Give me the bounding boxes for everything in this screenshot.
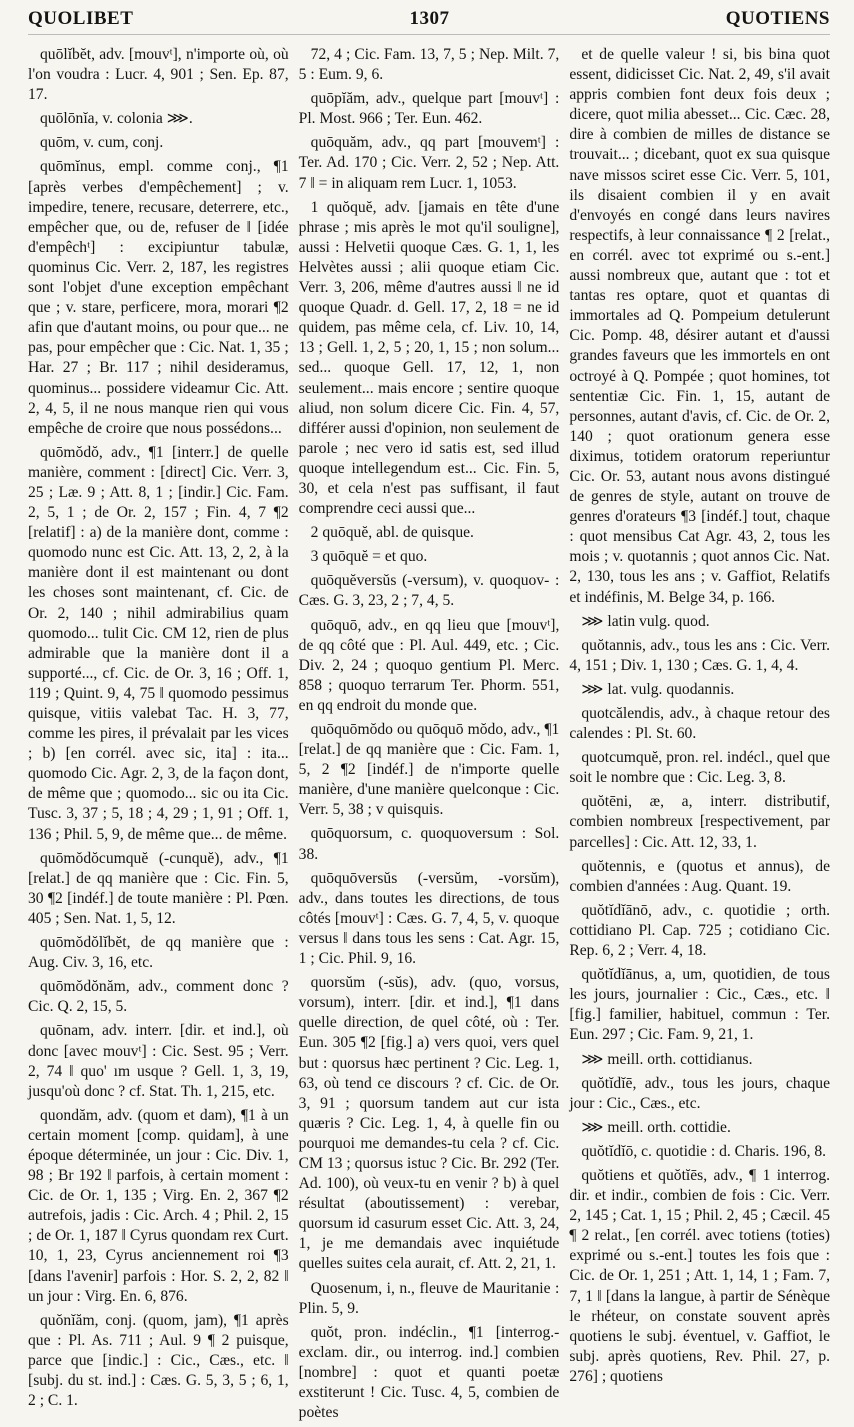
dictionary-entry: quōquōmŏdo ou quōquō mŏdo, adv., ¶1 [relat.] de qq manière que : Cic. Fam. 1, 5, 2 ¶2 [indéf.] de n'importe quelle manière, d'une manière quelconque : Cic. Verr. 5, 38 ; v quisquis.: [298, 721, 560, 819]
dictionary-entry: ⋙ meill. orth. cottidianus.: [581, 1050, 753, 1068]
column-3: [569, 45, 830, 1427]
dictionary-entry: Quosenum, i, n., fleuve de Mauritanie : Plin. 5, 9.: [298, 1279, 560, 1317]
header-right-guide-word: QUOTIENS: [725, 8, 830, 29]
dictionary-entry: quŏtēni, æ, a, interr. distributif, combien nombreux [respectivement, par parcelles] : Cic. Att. 12, 33, 1.: [569, 793, 831, 851]
column-1: [28, 45, 289, 1427]
dictionary-entry: quōquorsum, c. quoquoversum : Sol. 38.: [298, 825, 560, 863]
dictionary-entry: quōmŏdŏlĭbĕt, de qq manière que : Aug. Civ. 3, 16, etc.: [28, 934, 289, 972]
dictionary-entry: quŏt, pron. indéclin., ¶1 [interrog.-exclam. dir., ou interrog. ind.] combien [nombre] : quot et quanti poetæ exstiterunt ! Cic. Tusc. 4, 5, combien de poètes: [298, 1323, 560, 1422]
dictionary-entry: quōquōversŭs (-versŭm, -vorsŭm), adv., dans toutes les directions, de tous côtés [mouvᵗ] : Cæs. G. 7, 4, 5, v. quoque versus ‖ dans tous les sens : Cat. Agr. 15, 1 ; Cic. Phil. 9, 16.: [298, 869, 560, 968]
running-header: [28, 8, 830, 35]
dictionary-entry: quondăm, adv. (quom et dam), ¶1 à un certain moment [comp. quidam], à une époque déterminée, un jour : Cic. Div. 1, 98 ; Br 192 ‖ parfois, à certain moment : Cic. de Or. 1, 135 ; Virg. En. 2, 367 ¶2 autrefois, jadis : Cic. Arch. 4 ; Phil. 2, 15 ; de Or. 1, 187 ‖ Cyrus quondam rex Curt. 10, 1, 23, Cyrus anciennement roi ¶3 [dans l'avenir] parfois : Hor. S. 2, 2, 82 ‖ un jour : Virg. En. 6, 876.: [28, 1106, 289, 1305]
dictionary-entry: quotcumquĕ, pron. rel. indécl., quel que soit le nombre que : Cic. Leg. 3, 8.: [569, 749, 831, 787]
dictionary-entry: quŏtiens et quŏtĭēs, adv., ¶ 1 interrog. dir. et indir., combien de fois : Cic. Verr. 2, 145 ; Cat. 1, 15 ; Phil. 2, 45 ; Cæcil. 45 ¶ 2 relat., [en corrél. avec totiens (toties) exprimé ou s.-ent.] toutes les fois que : Cic. de Or. 1, 251 ; Att. 1, 14, 1 ; Fam. 7, 7, 1 ‖ [dans la langue, à partir de Sénèque le rhéteur, on constate souvent après quotiens le subj. éventuel, v. Gaffiot, le subj. après quotiens, Rev. Phil. 27, p. 276] ; quotiens: [569, 1166, 831, 1385]
header-left-guide-word: QUOLIBET: [28, 8, 134, 29]
dictionary-entry: quōmŏdŏcumquĕ (-cunquĕ), adv., ¶1 [relat.] de qq manière que : Cic. Fin. 5, 30 ¶2 [indéf.] de toute manière : Pl. Pœn. 405 ; Sen. Nat. 1, 5, 12.: [28, 849, 289, 927]
dictionary-entry: quōquăm, adv., qq part [mouvemᵗ] : Ter. Ad. 170 ; Cic. Verr. 2, 52 ; Nep. Att. 7 ‖ = in aliquam rem Lucr. 1, 1053.: [298, 134, 560, 192]
dictionary-entry: 1 quŏquĕ, adv. [jamais en tête d'une phrase ; mis après le mot qu'il souligne], aussi : Helvetii quoque Cæs. G. 1, 1, les Helvètes aussi ; alii quoque etiam Cic. Verr. 3, 206, même d'autres aussi ‖ ne id quoque Quadr. d. Gell. 17, 2, 18 = ne id quidem, pas même cela, cf. Liv. 10, 14, 13 ; Gell. 1, 2, 5 ; 20, 1, 15 ; non solum... sed... quoque Gell. 17, 12, 1, non seulement... mais encore ; sentire quoque aliud, non solum dicere Cic. Fin. 4, 57, différer aussi d'opinion, non seulement de parole ; nec vero id satis est, sed illud quoque intellegendum est... Cic. Fin. 5, 30, et cela n'est pas suffisant, il faut comprendre ceci aussi que...: [298, 198, 560, 518]
dictionary-entry: quōm, v. cum, conj.: [40, 134, 164, 152]
dictionary-entry: quorsŭm (-sŭs), adv. (quo, vorsus, vorsum), interr. [dir. et ind.], ¶1 dans quelle direction, de quel côté, où : Ter. Eun. 305 ¶2 [fig.] a) vers quoi, vers quel but : quorsus hæc pertinent ? Cic. Leg. 1, 63, où tend ce discours ? cf. Cic. de Or. 3, 91 ; quorsum tandem aut cur ista quæris ? Cic. Leg. 1, 4, à quelle fin ou pourquoi me demandes-tu cela ? cf. Cic. CM 13 ; quorsus istuc ? Cic. Br. 292 (Ter. Ad. 100), où veux-tu en venir ? b) à quel résultat (aboutissement) : verebar, quorsum id casurum esset Cic. Att. 3, 24, 1, je me demandais avec inquiétude quelles suites cela aurait, cf. Att. 2, 21, 1.: [298, 974, 560, 1273]
dictionary-entry: quŏtennis, e (quotus et annus), de combien d'années : Aug. Quant. 19.: [569, 857, 831, 895]
dictionary-entry: quōlōnĭa, v. colonia ⋙.: [40, 110, 193, 128]
dictionary-entry: quōquĕversŭs (-versum), v. quoquov- : Cæs. G. 3, 23, 2 ; 7, 4, 5.: [298, 572, 560, 610]
dictionary-entry: ⋙ latin vulg. quod.: [581, 612, 710, 630]
column-2: [299, 45, 560, 1427]
dictionary-entry: quotcălendis, adv., à chaque retour des calendes : Pl. St. 60.: [569, 705, 831, 743]
dictionary-entry: 2 quōquĕ, abl. de quisque.: [310, 524, 474, 542]
dictionary-entry: quŏtannis, adv., tous les ans : Cic. Verr. 4, 151 ; Div. 1, 130 ; Cæs. G. 1, 4, 4.: [569, 636, 831, 674]
dictionary-entry: quŏnĭăm, conj. (quom, jam), ¶1 après que : Pl. As. 711 ; Aul. 9 ¶ 2 puisque, parce que [indic.] : Cic., Cæs., etc. ‖ [subj. du st. ind.] : Cæs. G. 5, 3, 5 ; 6, 1, 2 ; C. 1.: [28, 1311, 289, 1410]
dictionary-entry: quōpĭăm, adv., quelque part [mouvᵗ] : Pl. Most. 966 ; Ter. Eun. 462.: [298, 90, 560, 128]
dictionary-entry: quŏtĭdĭānus, a, um, quotidien, de tous les jours, journalier : Cic., Cæs., etc. ‖ [fig.] familier, habituel, commun : Ter. Eun. 297 ; Cic. Fam. 9, 21, 1.: [569, 966, 831, 1044]
dictionary-entry: quŏtĭdĭē, adv., tous les jours, chaque jour : Cic., Cæs., etc.: [569, 1074, 831, 1112]
dictionary-entry: ⋙ lat. vulg. quodannis.: [581, 680, 735, 698]
dictionary-entry: quōmŏdŏ, adv., ¶1 [interr.] de quelle manière, comment : [direct] Cic. Verr. 3, 25 ; Læ. 9 ; Att. 8, 1 ; [indir.] Cic. Fam. 2, 5, 1 ; de Or. 2, 157 ; Fin. 4, 7 ¶2 [relatif] : a) de la manière dont, comme : quomodo nunc est Cic. Att. 13, 2, 2, à la manière dont il est maintenant ou dont les choses sont maintenant, cf. Cic. de Or. 2, 140 ; nihil admirabilius quam quomodo... tulit Cic. CM 12, rien de plus admirable que la manière dont il a supporté..., cf. Cic. de Or. 3, 16 ; Off. 1, 119 ; Quint. 9, 4, 75 ‖ quomodo pessimus quisque, vitiis valebat Tac. H. 3, 77, comme les pires, il prévalait par les vices ; b) [en corrél. avec sic, ita] : ita... quomodo Cic. Agr. 2, 3, de la façon dont, de même que ; quomodo... sic ou ita Cic. Tusc. 3, 37 ; 5, 18 ; 4, 29 ; 1, 91 ; Off. 1, 136 ; Phil. 5, 9, de même que... de même.: [28, 443, 289, 843]
dictionary-entry: quŏtĭdĭānō, adv., c. quotidie ; orth. cottidiano Pl. Cap. 725 ; cotidiano Cic. Rep. 6, 2 ; Verr. 4, 18.: [569, 901, 831, 960]
dictionary-entry: quōmŏdŏnăm, adv., comment donc ? Cic. Q. 2, 15, 5.: [28, 978, 289, 1016]
page-number: 1307: [409, 8, 450, 29]
dictionary-entry: quōlĭbĕt, adv. [mouvᵗ], n'importe où, où l'on voudra : Lucr. 4, 901 ; Sen. Ep. 87, 17.: [28, 46, 289, 104]
dictionary-entry: et de quelle valeur ! si, bis bina quot essent, didicisset Cic. Nat. 2, 49, s'il avait appris combien font deux fois deux ; dicere, quot milia abesset... Cic. Cæc. 28, dire à combien de milles de distance se trouvait... ; dicebant, quot ex sua quisque nave missos sciret esse Cic. Verr. 5, 101, ils disaient combien il y en avait d'envoyés en congé dans leurs navires respectifs, à leur connaissance ¶ 2 [relat., en corrél. avec tot exprimé ou s.-ent.] aussi nombreux que, autant que : tot et tantas res optare, quot et quantas di immortales ad Q. Pompeium detulerunt Cic. Pomp. 48, désirer autant et d'aussi grandes faveurs que les immortels en ont octroyé à Q. Pompée ; quot homines, tot sententiæ Cic. Fin. 1, 15, autant de personnes, autant d'avis, cf. Cic. de Or. 2, 140 ; quot orationum genera esse diximus, totidem oratorum reperiuntur Cic. Or. 53, autant nous avons distingué de genres de style, autant on trouve de genres d'orateurs ¶3 [indéf.] tout, chaque : quot mensibus Cat Agr. 43, 2, tous les mois ; v. quotannis ; quot annos Cic. Nat. 2, 130, tous les ans ; v. Gaffiot, Relatifs et indéfinis, M. Belge 34, p. 166.: [569, 46, 831, 606]
dictionary-entry: 3 quōquĕ = et quo.: [310, 548, 428, 566]
columns: [28, 45, 830, 1427]
dictionary-entry: quōquō, adv., en qq lieu que [mouvᵗ], de qq côté que : Pl. Aul. 449, etc. ; Cic. Div. 2, 24 ; quoquo gentium Pl. Merc. 858 ; quoquo terrarum Ter. Phorm. 551, en qq endroit du monde que.: [298, 616, 560, 714]
dictionary-entry: quōnam, adv. interr. [dir. et ind.], où donc [avec mouvᵗ] : Cic. Sest. 95 ; Verr. 2, 74 ‖ quo' ım usque ? Gell. 1, 3, 19, jusqu'où donc ? cf. Stat. Th. 1, 215, etc.: [28, 1022, 289, 1100]
dictionary-entry: ⋙ meill. orth. cottidie.: [581, 1118, 731, 1136]
dictionary-entry: 72, 4 ; Cic. Fam. 13, 7, 5 ; Nep. Milt. 7, 5 : Eum. 9, 6.: [298, 46, 560, 84]
dictionary-entry: quŏtĭdĭō, c. quotidie : d. Charis. 196, 8.: [581, 1142, 827, 1160]
dictionary-entry: quōmĭnus, empl. comme conj., ¶1 [après verbes d'empêchement] ; v. impedire, tenere, recusare, deterrere, etc., empêcher que, ou de, refuser de ‖ [idée d'empêchᵗ] : excipiuntur tabulæ, quominus Cic. Verr. 2, 187, les registres sont l'objet d'une exception empêchant que ; v. stare, perficere, mora, morari ¶2 afin que d'autant moins, ou pour que... ne pas, pour empêcher que : Cic. Nat. 1, 35 ; Har. 27 ; Br. 117 ; nihil desideramus, quominus... possidere videamur Cic. Att. 2, 4, 5, il ne nous manque rien qui vous empêche de croire que nous possédons...: [28, 158, 289, 437]
